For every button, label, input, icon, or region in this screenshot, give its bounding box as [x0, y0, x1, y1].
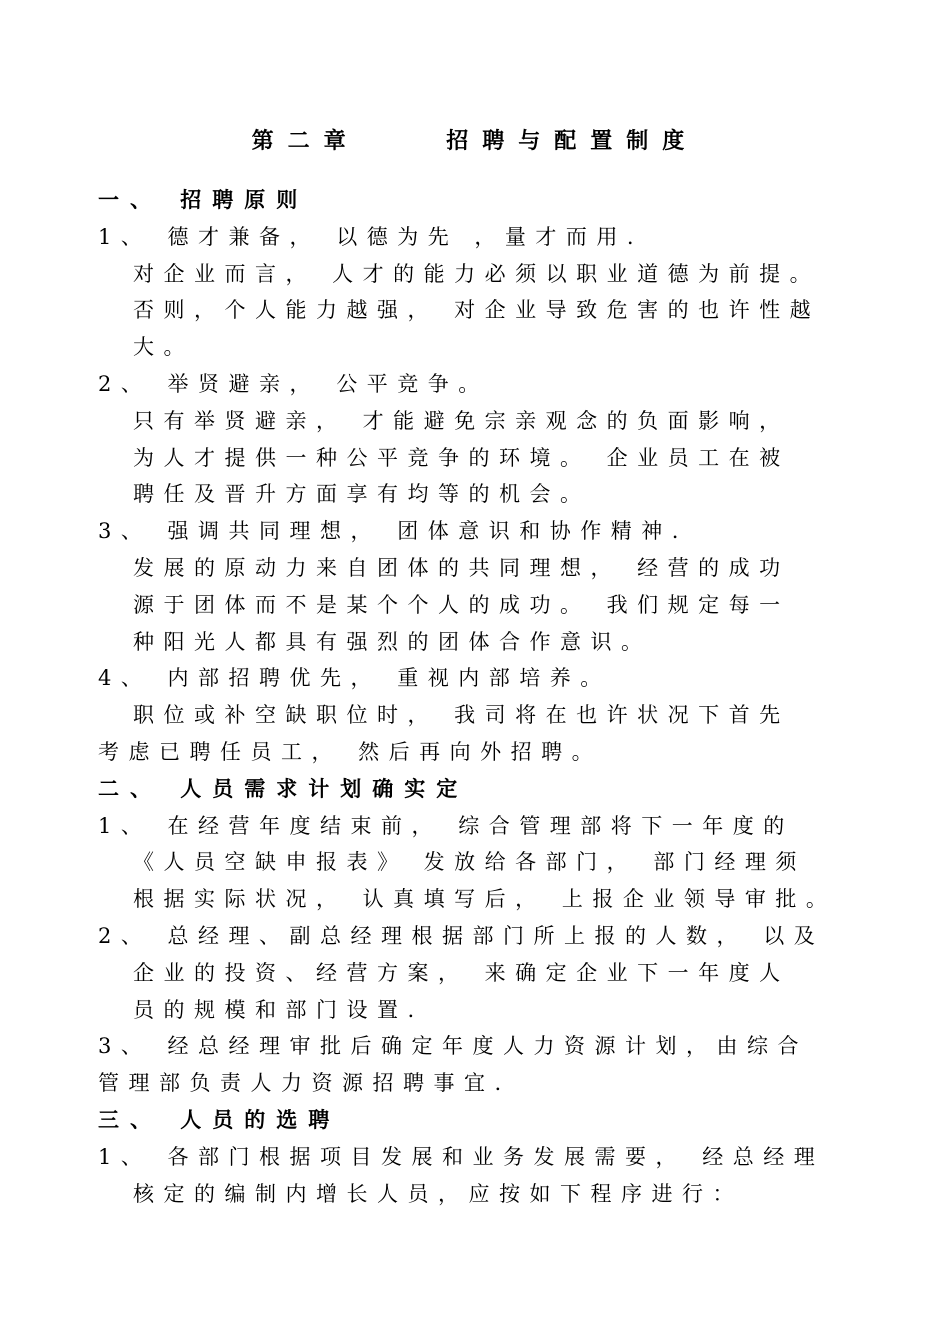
text-line: 核定的编制内增长人员，应按如下程序进行： [133, 1181, 743, 1206]
text-line: 1、 在经营年度结束前， 综合管理部将下一年度的 [98, 813, 794, 838]
text-line: 种阳光人都具有强烈的团体合作意识。 [133, 629, 652, 654]
text-line: 源于团体而不是某个个人的成功。 我们规定每一 [133, 592, 790, 617]
text-line: 聘任及晋升方面享有均等的机会。 [133, 482, 591, 507]
text-line: 发展的原动力来自团体的共同理想， 经营的成功 [133, 556, 790, 580]
text-line: 只有举贤避亲， 才能避免宗亲观念的负面影响， [133, 408, 790, 433]
text-line: 员的规模和部门设置. [133, 997, 424, 1022]
text-line: 3、 强调共同理想， 团体意识和协作精神. [98, 519, 688, 544]
text-line: 否则，个人能力越强， 对企业导致危害的也许性越 [133, 298, 821, 323]
text-line: 1、 德才兼备， 以德为先 ，量才而用. [98, 224, 644, 249]
page-title: 第二章 招聘与配置制度 [251, 129, 699, 154]
text-line: 4、 内部招聘优先， 重视内部培养。 [98, 666, 611, 691]
text-line: 考虑已聘任员工， 然后再向外招聘。 [98, 740, 603, 764]
text-line: 企业的投资、经营方案， 来确定企业下一年度人 [133, 960, 790, 985]
text-line: 根据实际状况， 认真填写后， 上报企业领导审批。 [133, 887, 837, 912]
text-line: 大。 [133, 335, 194, 360]
text-line: 2、 总经理、副总经理根据部门所上报的人数， 以及 [98, 924, 825, 948]
text-line: 为人才提供一种公平竞争的环境。 企业员工在被 [133, 445, 790, 470]
section-heading: 二、 人员需求计划确实定 [98, 776, 469, 801]
text-line: 3、 经总经理审批后确定年度人力资源计划，由综合 [98, 1034, 809, 1059]
text-line: 《人员空缺申报表》 发放给各部门， 部门经理须 [133, 850, 806, 875]
section-heading: 三、 人员的选聘 [98, 1108, 341, 1132]
text-line: 2、 举贤避亲， 公平竞争。 [98, 372, 489, 396]
text-line: 职位或补空缺职位时， 我司将在也许状况下首先 [133, 703, 790, 728]
text-line: 对企业而言， 人才的能力必须以职业道德为前提。 [133, 261, 821, 286]
text-line: 1、 各部门根据项目发展和业务发展需要， 经总经理 [98, 1144, 825, 1169]
section-heading: 一、 招聘原则 [98, 188, 309, 212]
text-line: 管理部负责人力资源招聘事宜. [98, 1071, 511, 1096]
